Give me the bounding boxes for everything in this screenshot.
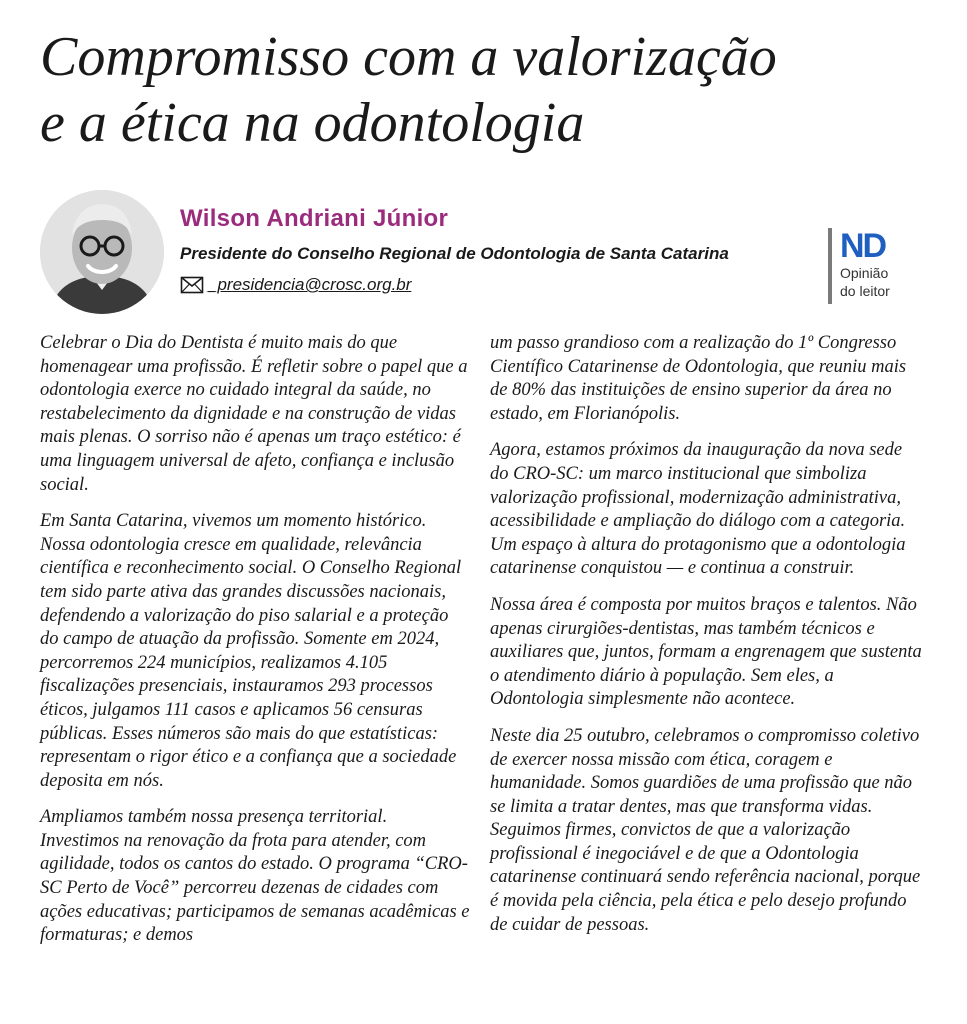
envelope-icon xyxy=(180,276,204,294)
title-line-1: Compromisso com a valorização xyxy=(40,26,777,88)
badge-label-line-2: do leitor xyxy=(840,283,890,299)
author-email-link[interactable]: _presidencia@crosc.org.br xyxy=(208,275,412,294)
author-name: Wilson Andriani Júnior xyxy=(180,205,449,232)
author-photo-icon xyxy=(40,190,164,314)
article-column-left xyxy=(40,332,470,961)
badge-label-line-1: Opinião xyxy=(840,265,889,281)
paragraph: Celebrar o Dia do Dentista é muito mais do que homenagear uma profissão. É refletir sobre o papel que a odontologia exerce no cuidado integral da saúde, no restabelecimento da dignidade e na construção de vidas mais plenas. O sorriso não é apenas um traço estético: é uma linguagem universal de afeto, confiança e inclusão social. xyxy=(40,333,468,495)
title-line-2: e a ética na odontologia xyxy=(40,92,585,154)
paragraph: Agora, estamos próximos da inauguração da nova sede do CRO-SC: um marco institucional que simboliza valorização profissional, modernização administrativa, acessibilidade e ampliação do diálogo com a categoria. Um espaço à altura do protagonismo que a odontologia catarinense conquistou — e continua a construir. xyxy=(490,440,906,579)
paragraph: Neste dia 25 outubro, celebramos o compromisso coletivo de exercer nossa missão com ética, coragem e humanidade. Somos guardiões de uma profissão que não se limita a tratar dentes, mas que transforma vidas. Seguimos firmes, convictos de que a valorização profissional é inegociável e de que a Odontologia catarinense continuará sendo referência nacional, porque é movida pela ciência, pela ética e pelo desejo profundo de cuidar de pessoas. xyxy=(490,725,921,935)
opinion-badge xyxy=(828,228,940,304)
author-avatar xyxy=(40,190,164,314)
paragraph: Ampliamos também nossa presença territorial. Investimos na renovação da frota para atender, com agilidade, todos os cantos do estado. O programa “CRO-SC Perto de Você” percorreu dezenas de cidades com ações educativas; participamos de semanas acadêmicas e formaturas; e demos xyxy=(40,807,470,946)
article-title xyxy=(40,24,940,156)
paragraph: Em Santa Catarina, vivemos um momento histórico. Nossa odontologia cresce em qualidade, relevância científica e reconhecimento social. O Conselho Regional tem sido parte ativa das grandes discussões nacionais, defendendo a valorização do piso salarial e a proteção do campo de atuação da profissão. Somente em 2024, percorremos 224 municípios, realizamos 4.105 fiscalizações presenciais, instauramos 293 processos éticos, julgamos 111 casos e aplicamos 56 censuras públicas. Esses números são mais do que estatísticas: representam o rigor ético e a confiança que a sociedade deposita em nós. xyxy=(40,511,462,791)
author-role: Presidente do Conselho Regional de Odontologia de Santa Catarina xyxy=(180,244,729,263)
author-email[interactable] xyxy=(180,275,411,295)
nd-logo: ND xyxy=(840,227,886,265)
paragraph: Nossa área é composta por muitos braços e talentos. Não apenas cirurgiões-dentistas, mas também técnicos e auxiliares que, juntos, formam a engrenagem que sustenta o atendimento diário à população. Sem eles, a Odontologia simplesmente não acontece. xyxy=(490,594,922,710)
article-column-right xyxy=(490,332,922,950)
paragraph: um passo grandioso com a realização do 1º Congresso Científico Catarinense de Odontologia, que reuniu mais de 80% das instituições de ensino superior da área no estado, em Florianópolis. xyxy=(490,333,907,424)
